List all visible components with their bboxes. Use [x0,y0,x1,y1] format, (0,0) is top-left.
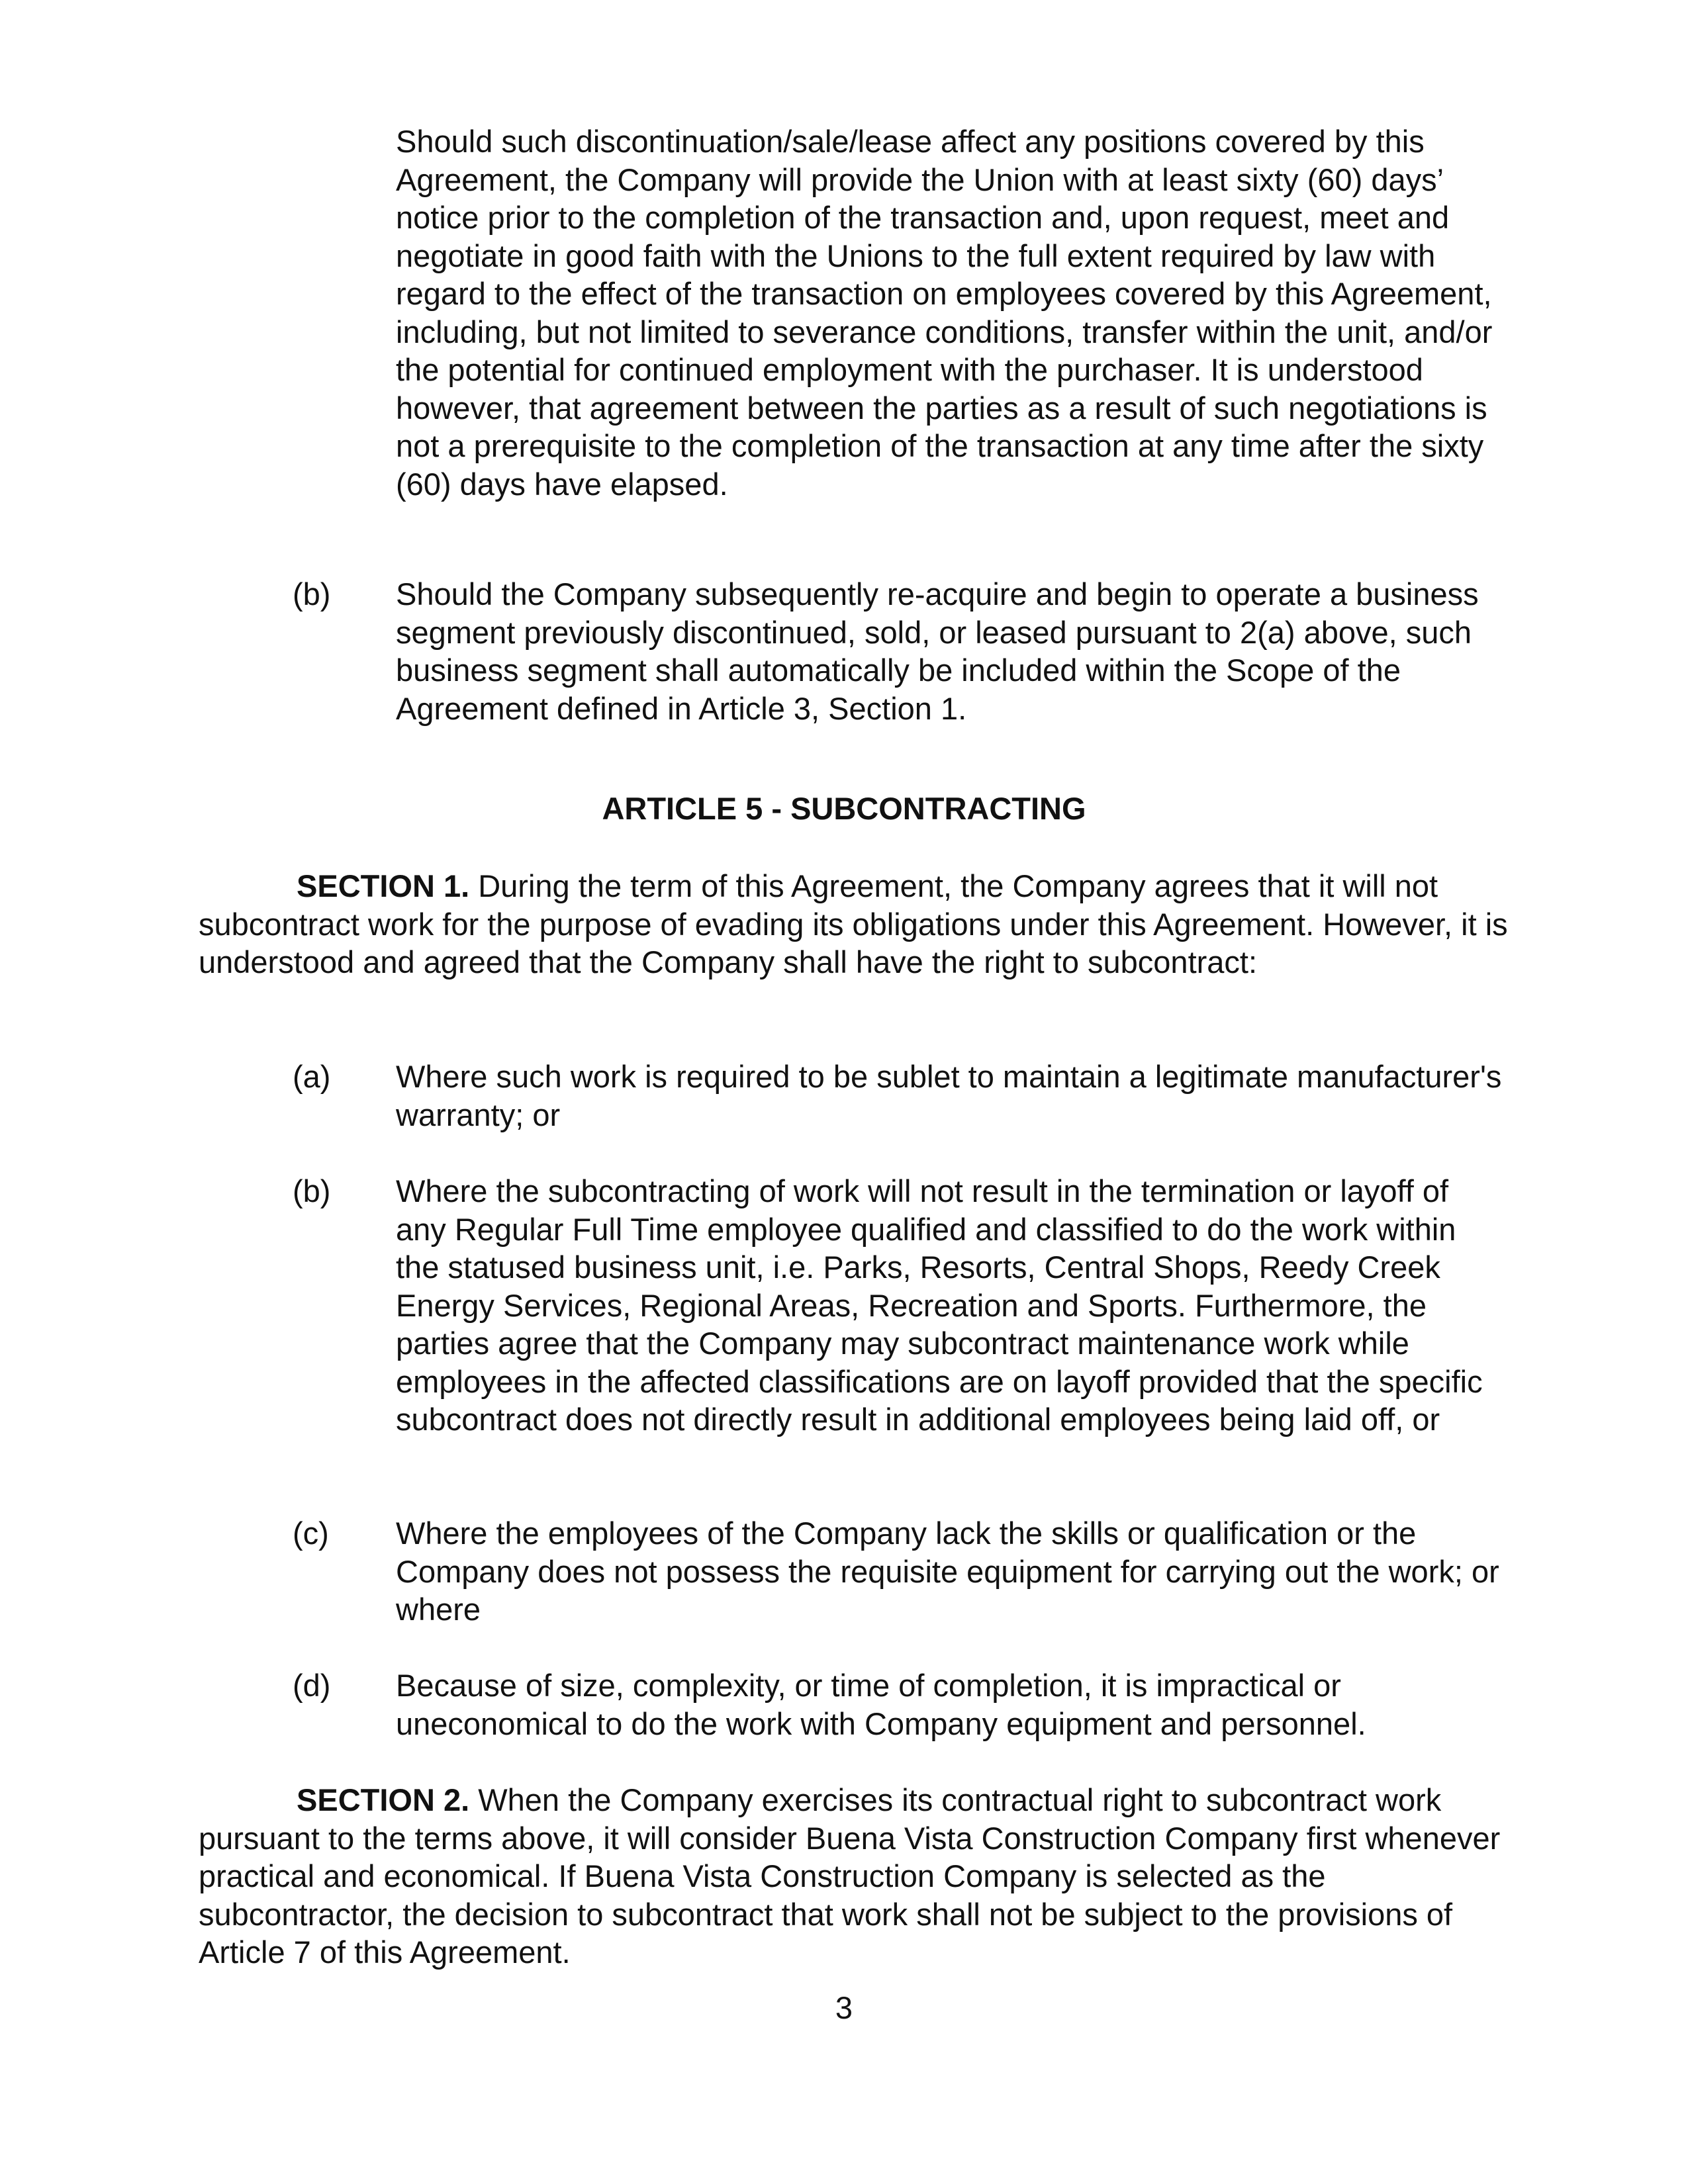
section1-item-c [293,1514,1504,1629]
continuation-paragraph: Should such discontinuation/sale/lease affect any positions covered by this Agreement, the Company will provide the Union with at least sixty (60) days’ notice prior to the completion of the transaction and, upon request, meet and negotiate in good faith with the Unions to the full extent required by law with regard to the effect of the transaction on employees covered by this Agreement, including, but not limited to severance conditions, transfer within the unit, and/or the potential for continued employment with the purchaser. It is understood however, that agreement between the parties as a result of such negotiations is not a prerequisite to the completion of the transaction at any time after the sixty (60) days have elapsed. [396,124,1493,502]
section-1-text: During the term of this Agreement, the Company agrees that it will not subcontract work for the purpose of evading its obligations under this Agreement. However, it is understood and agreed that the Company shall have the right to subcontract: [199,868,1508,979]
section1-item-b [293,1172,1504,1439]
section-2-label: SECTION 2. [297,1782,470,1817]
list-marker: (d) [293,1668,331,1703]
list-marker: (c) [293,1516,329,1551]
article4-item-b [293,575,1504,727]
section1-item-d [293,1666,1504,1743]
section-2-paragraph [199,1781,1509,1972]
section-1-label: SECTION 1. [297,868,470,903]
list-item-text: Where the subcontracting of work will not result in the termination or layoff of any Regular Full Time employee qualified and classified to do the work within the statused business unit, i.e. Parks, Resorts, Central Shops, Reedy Creek Energy Services, Regional Areas, Recreation and Sports. Furthermore, the parties agree that the Company may subcontract maintenance work while employees in the affected classifications are on layoff provided that the specific subcontract does not directly result in additional employees being laid off, or [396,1173,1483,1437]
list-marker: (b) [293,576,331,612]
list-item-text: Should the Company subsequently re-acquire and begin to operate a business segment previously discontinued, sold, or leased pursuant to 2(a) above, such business segment shall automatically be included within the Scope of the Agreement defined in Article 3, Section 1. [396,576,1479,726]
list-marker: (a) [293,1059,331,1094]
section-1-paragraph [199,867,1509,981]
list-marker: (b) [293,1173,331,1208]
section-2-text: When the Company exercises its contractual right to subcontract work pursuant to the terms above, it will consider Buena Vista Construction Company first whenever practical and economical. If Buena Vista Construction Company is selected as the subcontractor, the decision to subcontract that work shall not be subject to the provisions of Article 7 of this Agreement. [199,1782,1501,1970]
list-item-text: Where such work is required to be sublet to maintain a legitimate manufacturer's warranty; or [396,1059,1502,1132]
list-item-text: Because of size, complexity, or time of completion, it is impractical or uneconomical to do the work with Company equipment and personnel. [396,1668,1366,1741]
list-item-text: Where the employees of the Company lack the skills or qualification or the Company does not possess the requisite equipment for carrying out the work; or where [396,1516,1499,1627]
page-number: 3 [835,1990,853,2025]
section1-item-a [293,1058,1504,1134]
article-5-heading: ARTICLE 5 - SUBCONTRACTING [602,791,1086,826]
